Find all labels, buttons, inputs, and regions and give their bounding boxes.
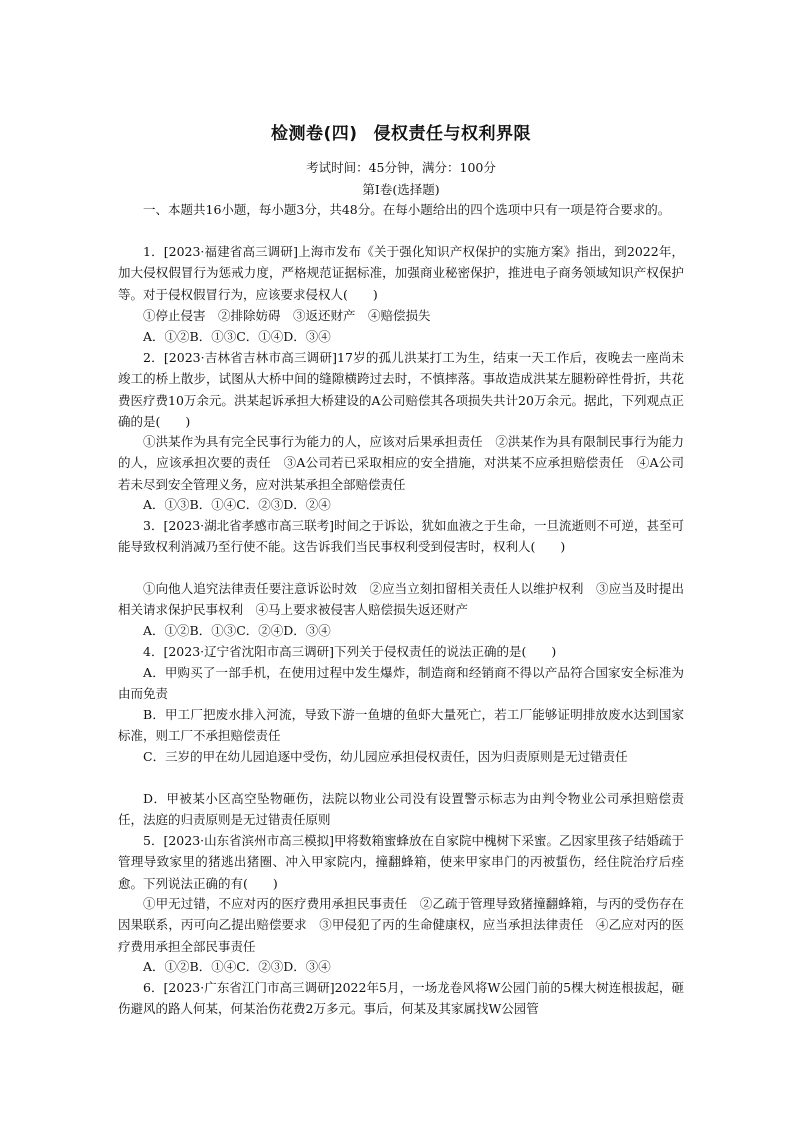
question-4-option-d: D．甲被某小区高空坠物砸伤，法院以物业公司没有设置警示标志为由判令物业公司承担赔偿责任，法庭的归责原则是无过错责任原则 [118, 791, 684, 828]
section-heading: 第Ⅰ卷(选择题) [362, 182, 440, 197]
title-part2: 侵权责任与权利界限 [373, 124, 532, 144]
question-3-choices: A．①②B．①③C．②④D．③④ [143, 623, 331, 638]
exam-info: 考试时间：45分钟，满分：100分 [306, 160, 496, 175]
question-3-stem: 3．[2023·湖北省孝感市高三联考]时间之于诉讼，犹如血液之于生命，一旦流逝则不可逆，甚至可能导致权利消减乃至行使不能。这告诉我们当民事权利受到侵害时，权利人( ) [118, 518, 684, 555]
question-5-stem: 5．[2023·山东省滨州市高三模拟]甲将数箱蜜蜂放在自家院中槐树下采蜜。乙因家里孩子结婚疏于管理导致家里的猪逃出猪圈、冲入甲家院内，撞翻蜂箱，使来甲家串门的丙被蜇伤，经住院治疗后痊愈。下列说法正确的有( ) [118, 833, 684, 891]
question-1-choices: A．①②B．①③C．①④D．③④ [143, 329, 331, 344]
question-2-items: ①洪某作为具有完全民事行为能力的人，应该对后果承担责任 ②洪某作为具有限制民事行为能力的人，应该承担次要的责任 ③A公司若已采取相应的安全措施，对洪某不应承担赔偿责任 ④A公司若未尽到安全管理义务，应对洪某承担全部赔偿责任 [118, 434, 684, 492]
question-1-stem: 1．[2023·福建省高三调研]上海市发布《关于强化知识产权保护的实施方案》指出，到2022年，加大侵权假冒行为惩戒力度，严格规范证据标准，加强商业秘密保护，推进电子商务领域知识产权保护等。对于侵权假冒行为，应该要求侵权人( ) [118, 244, 684, 302]
question-4-stem: 4．[2023·辽宁省沈阳市高三调研]下列关于侵权责任的说法正确的是( ) [143, 644, 557, 659]
question-4-option-c: C．三岁的甲在幼儿园追逐中受伤，幼儿园应承担侵权责任，因为归责原则是无过错责任 [143, 749, 628, 764]
page-title [118, 119, 684, 144]
question-2-stem: 2．[2023·吉林省吉林市高三调研]17岁的孤儿洪某打工为生，结束一天工作后，夜晚去一座尚未竣工的桥上散步，试图从大桥中间的缝隙横跨过去时，不慎摔落。事故造成洪某左腿粉碎性骨折，共花费医疗费10万余元。洪某起诉承担大桥建设的A公司赔偿其各项损失共计20万余元。据此，下列观点正确的是( ) [118, 350, 684, 429]
question-4-option-a: A．甲购买了一部手机，在使用过程中发生爆炸，制造商和经销商不得以产品符合国家安全标准为由而免责 [118, 665, 684, 702]
question-2-choices: A．①③B．①④C．②③D．②④ [143, 497, 331, 512]
instructions: 一、本题共16小题，每小题3分，共48分。在每小题给出的四个选项中只有一项是符合要求的。 [143, 202, 671, 217]
question-1-items: ①停止侵害 ②排除妨碍 ③返还财产 ④赔偿损失 [143, 308, 431, 323]
question-3-items: ①向他人追究法律责任要注意诉讼时效 ②应当立刻扣留相关责任人以维护权利 ③应当及时提出相关请求保护民事权利 ④马上要求被侵害人赔偿损失返还财产 [118, 581, 684, 618]
question-5-items: ①甲无过错，不应对丙的医疗费用承担民事责任 ②乙疏于管理导致猪撞翻蜂箱，与丙的受伤存在因果联系，丙可向乙提出赔偿要求 ③甲侵犯了丙的生命健康权，应当承担法律责任 ④乙应对丙的医疗费用承担全部民事责任 [118, 896, 684, 954]
question-4-option-b: B．甲工厂把废水排入河流，导致下游一鱼塘的鱼虾大量死亡，若工厂能够证明排放废水达到国家标准，则工厂不承担赔偿责任 [118, 707, 684, 744]
title-part1: 检测卷(四) [270, 124, 358, 144]
question-6-stem: 6．[2023·广东省江门市高三调研]2022年5月，一场龙卷风将W公园门前的5棵大树连根拔起，砸伤避风的路人何某，何某治伤花费2万多元。事后，何某及其家属找W公园管 [118, 980, 684, 1017]
question-5-choices: A．①②B．①④C．②③D．③④ [143, 959, 331, 974]
